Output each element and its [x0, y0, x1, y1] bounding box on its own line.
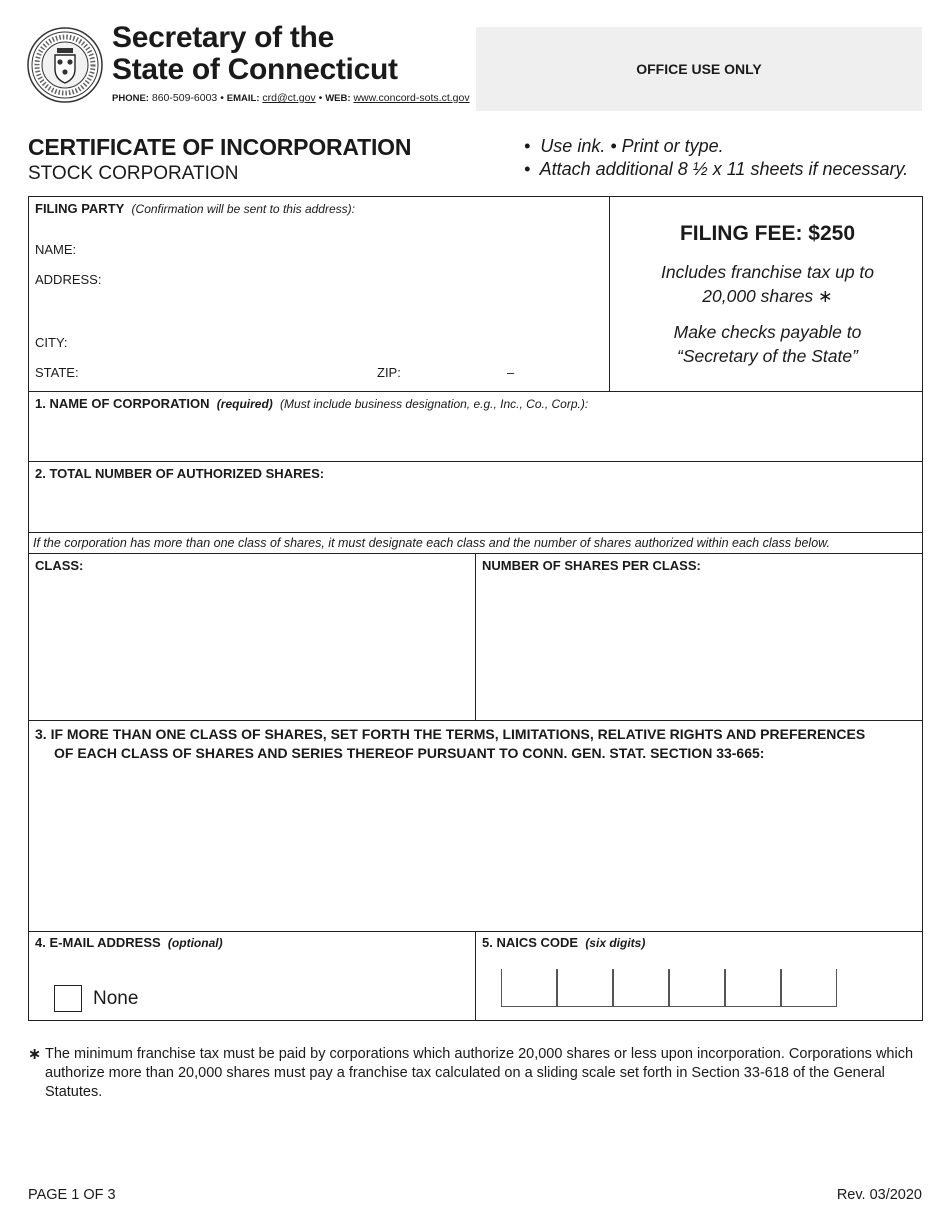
corporation-name-field[interactable]: [31, 412, 921, 459]
none-label: None: [93, 988, 139, 1009]
shares-per-class-label: NUMBER OF SHARES PER CLASS:: [482, 558, 701, 573]
city-label: CITY:: [35, 335, 68, 350]
section5-label: 5. NAICS CODE (six digits): [482, 935, 646, 950]
naics-digit-5[interactable]: [725, 969, 781, 1007]
form-subtitle: STOCK CORPORATION: [28, 163, 239, 184]
filing-fee-title: FILING FEE: $250: [679, 222, 856, 245]
shares-class-note: If the corporation has more than one class of shares, it must designate each class and the number of shares authorized within each class below.: [33, 536, 830, 550]
form-grid: [28, 196, 923, 1021]
agency-title-line2: State of Connecticut: [112, 53, 398, 86]
filing-party-header: FILING PARTY (Confirmation will be sent to this address):: [35, 201, 355, 216]
naics-digit-1[interactable]: [501, 969, 557, 1007]
office-use-box: [476, 27, 922, 111]
class-label: CLASS:: [35, 558, 84, 573]
none-checkbox[interactable]: [54, 985, 82, 1012]
web-link[interactable]: www.concord-sots.ct.gov: [353, 92, 470, 104]
section4-label: 4. E-MAIL ADDRESS (optional): [35, 935, 223, 950]
authorized-shares-field[interactable]: [31, 482, 921, 530]
form-title: CERTIFICATE OF INCORPORATION: [28, 134, 412, 160]
zip-dash: –: [507, 365, 515, 380]
agency-title-line1: Secretary of the: [112, 21, 334, 54]
contact-line: PHONE: 860-509-6003 • EMAIL: crd@ct.gov • WEB: www.concord-sots.ct.gov: [112, 92, 470, 104]
web-label: WEB:: [325, 93, 351, 104]
naics-digit-2[interactable]: [557, 969, 613, 1007]
section1-label: 1. NAME OF CORPORATION (required) (Must include business designation, e.g., Inc., Co., Corp.):: [35, 396, 589, 411]
phone-number: 860-509-6003: [151, 92, 218, 104]
section2-label: 2. TOTAL NUMBER OF AUTHORIZED SHARES:: [35, 466, 325, 481]
section3-label: 3. IF MORE THAN ONE CLASS OF SHARES, SET FORTH THE TERMS, LIMITATIONS, RELATIVE RIGHTS AND PREFERENCES OF EACH CLASS OF SHARES AND SERIES THEREOF PURSUANT TO CONN. GEN. STAT. SECTION 33-665:: [35, 726, 866, 761]
state-seal-logo: [27, 27, 103, 103]
page-number: PAGE 1 OF 3: [28, 1187, 116, 1203]
fee-payable-note: Make checks payable to “Secretary of the State”: [673, 322, 862, 366]
franchise-tax-footnote: [28, 1045, 923, 1102]
agency-title: [112, 22, 398, 86]
zip-label: ZIP:: [377, 365, 401, 380]
email-link[interactable]: crd@ct.gov: [262, 92, 316, 104]
instruction-ink: • Use ink. • Print or type.: [524, 136, 724, 156]
instruction-attach: • Attach additional 8 ½ x 11 sheets if necessary.: [524, 159, 909, 179]
class-terms-field[interactable]: [31, 767, 921, 927]
revision-date: Rev. 03/2020: [836, 1187, 922, 1203]
fee-franchise-note: Includes franchise tax up to 20,000 shares ∗: [660, 262, 875, 306]
office-use-label: OFFICE USE ONLY: [636, 61, 762, 77]
email-label: EMAIL:: [226, 93, 260, 104]
naics-digit-3[interactable]: [613, 969, 669, 1007]
naics-digit-6[interactable]: [781, 969, 837, 1007]
shares-per-class-field[interactable]: [479, 577, 919, 717]
phone-label: PHONE:: [112, 93, 149, 104]
asterisk-icon: ∗: [28, 1046, 42, 1063]
state-label: STATE:: [35, 365, 79, 380]
class-field[interactable]: [31, 577, 471, 717]
footnote-text: The minimum franchise tax must be paid by corporations which authorize 20,000 shares or less upon incorporation. Corporations which authorize more than 20,000 shares must pay a franchise tax calculated on a sliding scale set forth in Section 33-618 of the General Statutes.: [45, 1046, 914, 1100]
name-label: NAME:: [35, 242, 77, 257]
address-label: ADDRESS:: [35, 272, 102, 287]
naics-digit-4[interactable]: [669, 969, 725, 1007]
